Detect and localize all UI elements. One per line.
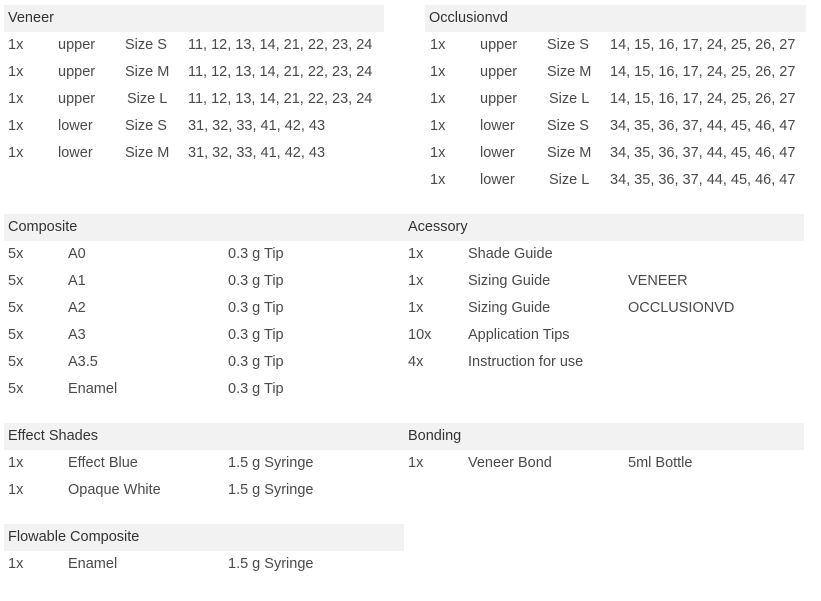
table-row [4,59,384,86]
quantity: 1x [408,246,424,262]
arch: upper [480,37,518,53]
teeth: 34, 35, 36, 37, 44, 45, 46, 47 [610,172,796,188]
item-name: A1 [68,273,86,289]
veneer-section [4,5,384,167]
teeth: 34, 35, 36, 37, 44, 45, 46, 47 [610,145,796,161]
item-name: Enamel [68,556,118,572]
table-row [404,295,804,322]
quantity: 1x [430,37,446,53]
flowable-composite-header: Flowable Composite [4,524,404,551]
item-name: Opaque White [68,482,161,498]
quantity: 5x [8,273,24,289]
size: Size S [125,37,167,53]
arch: upper [58,37,96,53]
teeth: 11, 12, 13, 14, 21, 22, 23, 24 [188,64,373,80]
item-detail: VENEER [628,273,688,289]
item-name: Enamel [68,381,118,397]
item-name: A2 [68,300,86,316]
teeth: 14, 15, 16, 17, 24, 25, 26, 27 [610,91,796,107]
table-row [425,32,806,59]
table-row [4,450,404,477]
table-row [425,59,806,86]
item-detail: 0.3 g Tip [228,246,284,262]
teeth: 31, 32, 33, 41, 42, 43 [188,145,326,161]
arch: upper [58,64,96,80]
occlusionvd-header: Occlusionvd [425,5,806,32]
teeth: 11, 12, 13, 14, 21, 22, 23, 24 [188,37,373,53]
quantity: 1x [408,300,424,316]
table-row [404,450,804,477]
item-detail: 5ml Bottle [628,455,693,471]
item-name: A0 [68,246,86,262]
quantity: 1x [8,556,24,572]
arch: upper [480,64,518,80]
table-row [4,268,404,295]
item-name: Instruction for use [468,354,584,370]
item-name: A3 [68,327,86,343]
composite-section [4,214,404,403]
size: Size L [549,172,590,188]
item-name: Veneer Bond [468,455,552,471]
quantity: 1x [8,37,24,53]
table-row [404,241,804,268]
item-detail: 0.3 g Tip [228,300,284,316]
bonding-header: Bonding [404,423,804,450]
quantity: 1x [8,455,24,471]
table-row [4,86,384,113]
quantity: 4x [408,354,424,370]
item-detail: 1.5 g Syringe [228,455,314,471]
size: Size S [547,118,589,134]
quantity: 5x [8,246,24,262]
table-row [4,32,384,59]
table-row [425,86,806,113]
quantity: 1x [430,172,446,188]
table-row [4,376,404,403]
accessory-section [404,214,804,376]
table-row [425,167,806,194]
teeth: 14, 15, 16, 17, 24, 25, 26, 27 [610,64,796,80]
table-row [425,113,806,140]
size: Size L [549,91,590,107]
arch: lower [480,145,515,161]
quantity: 1x [8,482,24,498]
table-row [4,322,404,349]
flowable-composite-section [4,524,404,578]
quantity: 5x [8,300,24,316]
bonding-section [404,423,804,477]
effect-shades-header: Effect Shades [4,423,404,450]
item-name: Application Tips [468,327,570,343]
accessory-header: Acessory [404,214,804,241]
table-row [425,140,806,167]
item-detail: 0.3 g Tip [228,327,284,343]
table-row [4,140,384,167]
teeth: 34, 35, 36, 37, 44, 45, 46, 47 [610,118,796,134]
teeth: 11, 12, 13, 14, 21, 22, 23, 24 [188,91,373,107]
arch: lower [480,172,515,188]
quantity: 5x [8,381,24,397]
quantity: 1x [408,273,424,289]
teeth: 31, 32, 33, 41, 42, 43 [188,118,326,134]
item-name: Effect Blue [68,455,138,471]
quantity: 1x [430,64,446,80]
table-row [404,349,804,376]
veneer-header: Veneer [4,5,384,32]
item-detail: 1.5 g Syringe [228,482,314,498]
item-detail: 0.3 g Tip [228,273,284,289]
arch: upper [480,91,518,107]
table-row [4,551,404,578]
item-detail: OCCLUSIONVD [628,300,735,316]
quantity: 1x [430,145,446,161]
quantity: 1x [430,118,446,134]
table-row [404,322,804,349]
item-detail: 0.3 g Tip [228,354,284,370]
size: Size M [125,64,170,80]
quantity: 5x [8,354,24,370]
table-row [404,268,804,295]
quantity: 1x [8,91,24,107]
quantity: 1x [430,91,446,107]
table-row [4,349,404,376]
quantity: 1x [8,64,24,80]
quantity: 1x [8,118,24,134]
table-row [4,113,384,140]
size: Size M [125,145,170,161]
size: Size M [547,64,592,80]
occlusionvd-section [425,5,806,194]
item-name: Shade Guide [468,246,553,262]
teeth: 14, 15, 16, 17, 24, 25, 26, 27 [610,37,796,53]
arch: lower [58,145,93,161]
table-row [4,295,404,322]
quantity: 1x [8,145,24,161]
quantity: 10x [408,327,432,343]
item-name: Sizing Guide [468,273,551,289]
item-detail: 1.5 g Syringe [228,556,314,572]
composite-header: Composite [4,214,404,241]
arch: lower [480,118,515,134]
quantity: 1x [408,455,424,471]
effect-shades-section [4,423,404,504]
size: Size S [547,37,589,53]
size: Size M [547,145,592,161]
quantity: 5x [8,327,24,343]
size: Size L [127,91,168,107]
item-detail: 0.3 g Tip [228,381,284,397]
arch: lower [58,118,93,134]
arch: upper [58,91,96,107]
item-name: Sizing Guide [468,300,551,316]
item-name: A3.5 [68,354,98,370]
table-row [4,477,404,504]
size: Size S [125,118,167,134]
table-row [4,241,404,268]
